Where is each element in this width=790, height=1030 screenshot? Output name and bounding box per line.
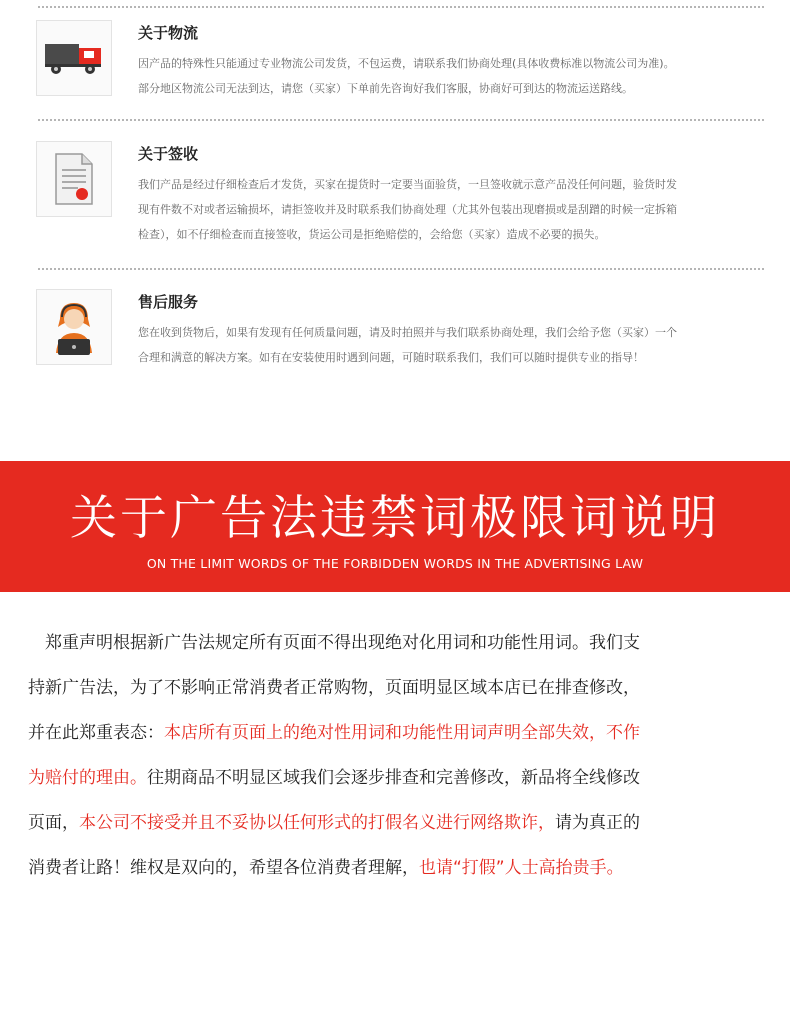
logistics-icon-box xyxy=(36,20,112,96)
signing-section xyxy=(36,141,764,241)
notice-text: 持新广告法，为了不影响正常消费者正常购物，页面明显区域本店已在排查修改， xyxy=(28,678,640,698)
after-sales-title: 售后服务 xyxy=(138,293,199,311)
notice-text: 并在此郑重表态： xyxy=(28,723,164,743)
logistics-title: 关于物流 xyxy=(138,24,199,42)
divider xyxy=(38,6,764,8)
divider xyxy=(38,119,764,121)
logistics-text xyxy=(138,51,762,101)
text-line: 检查），如不仔细检查而直接签收，货运公司是拒绝赔偿的，会给您（买家）造成不必要的损失。 xyxy=(138,228,606,241)
notice-text: 往期商品不明显区域我们会逐步排查和完善修改，新品将全线修改 xyxy=(147,768,640,788)
document-seal-icon xyxy=(52,152,96,206)
signing-text xyxy=(138,172,762,247)
after-sales-icon-box xyxy=(36,289,112,365)
notice-text: 消费者让路！维权是双向的，希望各位消费者理解， xyxy=(28,858,419,878)
banner-subtitle: ON THE LIMIT WORDS OF THE FORBIDDEN WORDS IN THE ADVERTISING LAW xyxy=(146,556,644,571)
signing-title: 关于签收 xyxy=(138,145,199,163)
after-sales-section xyxy=(36,289,764,369)
notice-highlight: 本店所有页面上的绝对性用词和功能性用词声明全部失效，不作 xyxy=(164,723,640,743)
notice-line xyxy=(28,756,768,801)
customer-service-icon xyxy=(46,297,102,357)
notice-highlight: 为赔付的理由。 xyxy=(28,768,147,788)
text-line: 现有件数不对或者运输损坏，请拒签收并及时联系我们协商处理（尤其外包装出现磨损或是刮蹭的时候一定拆箱 xyxy=(138,203,677,216)
text-line: 我们产品是经过仔细检查后才发货，买家在提货时一定要当面验货，一旦签收就示意产品没任何问题，验货时发 xyxy=(138,178,677,191)
notice-text: 页面， xyxy=(28,813,79,833)
signing-icon-box xyxy=(36,141,112,217)
notice-line xyxy=(28,711,768,756)
text-line: 因产品的特殊性只能通过专业物流公司发货，不包运费，请联系我们协商处理(具体收费标准以物流公司为准)。 xyxy=(138,57,675,70)
notice-highlight: 也请“打假”人士高抬贵手。 xyxy=(419,858,624,878)
logistics-section xyxy=(36,20,764,100)
notice-text: 郑重声明根据新广告法规定所有页面不得出现绝对化用词和功能性用词。我们支 xyxy=(28,633,640,653)
text-line: 合理和满意的解决方案。如有在安装使用时遇到问题，可随时联系我们，我们可以随时提供专业的指导！ xyxy=(138,351,644,364)
notice-line xyxy=(28,801,768,846)
after-sales-text xyxy=(138,320,762,370)
notice-line xyxy=(28,666,768,711)
ad-law-banner xyxy=(0,461,790,592)
notice-line xyxy=(28,846,768,891)
text-line: 您在收到货物后，如果有发现有任何质量问题，请及时拍照并与我们联系协商处理，我们会给予您（买家）一个 xyxy=(138,326,677,339)
ad-law-notice xyxy=(28,621,768,891)
divider xyxy=(38,268,764,270)
truck-icon xyxy=(43,38,105,78)
notice-highlight: 本公司不接受并且不妥协以任何形式的打假名义进行网络欺诈， xyxy=(79,813,555,833)
banner-title: 关于广告法违禁词极限词说明 xyxy=(70,491,720,546)
notice-text: 请为真正的 xyxy=(555,813,640,833)
notice-line xyxy=(28,621,768,666)
text-line: 部分地区物流公司无法到达，请您（买家）下单前先咨询好我们客服，协商好可到达的物流运送路线。 xyxy=(138,82,633,95)
